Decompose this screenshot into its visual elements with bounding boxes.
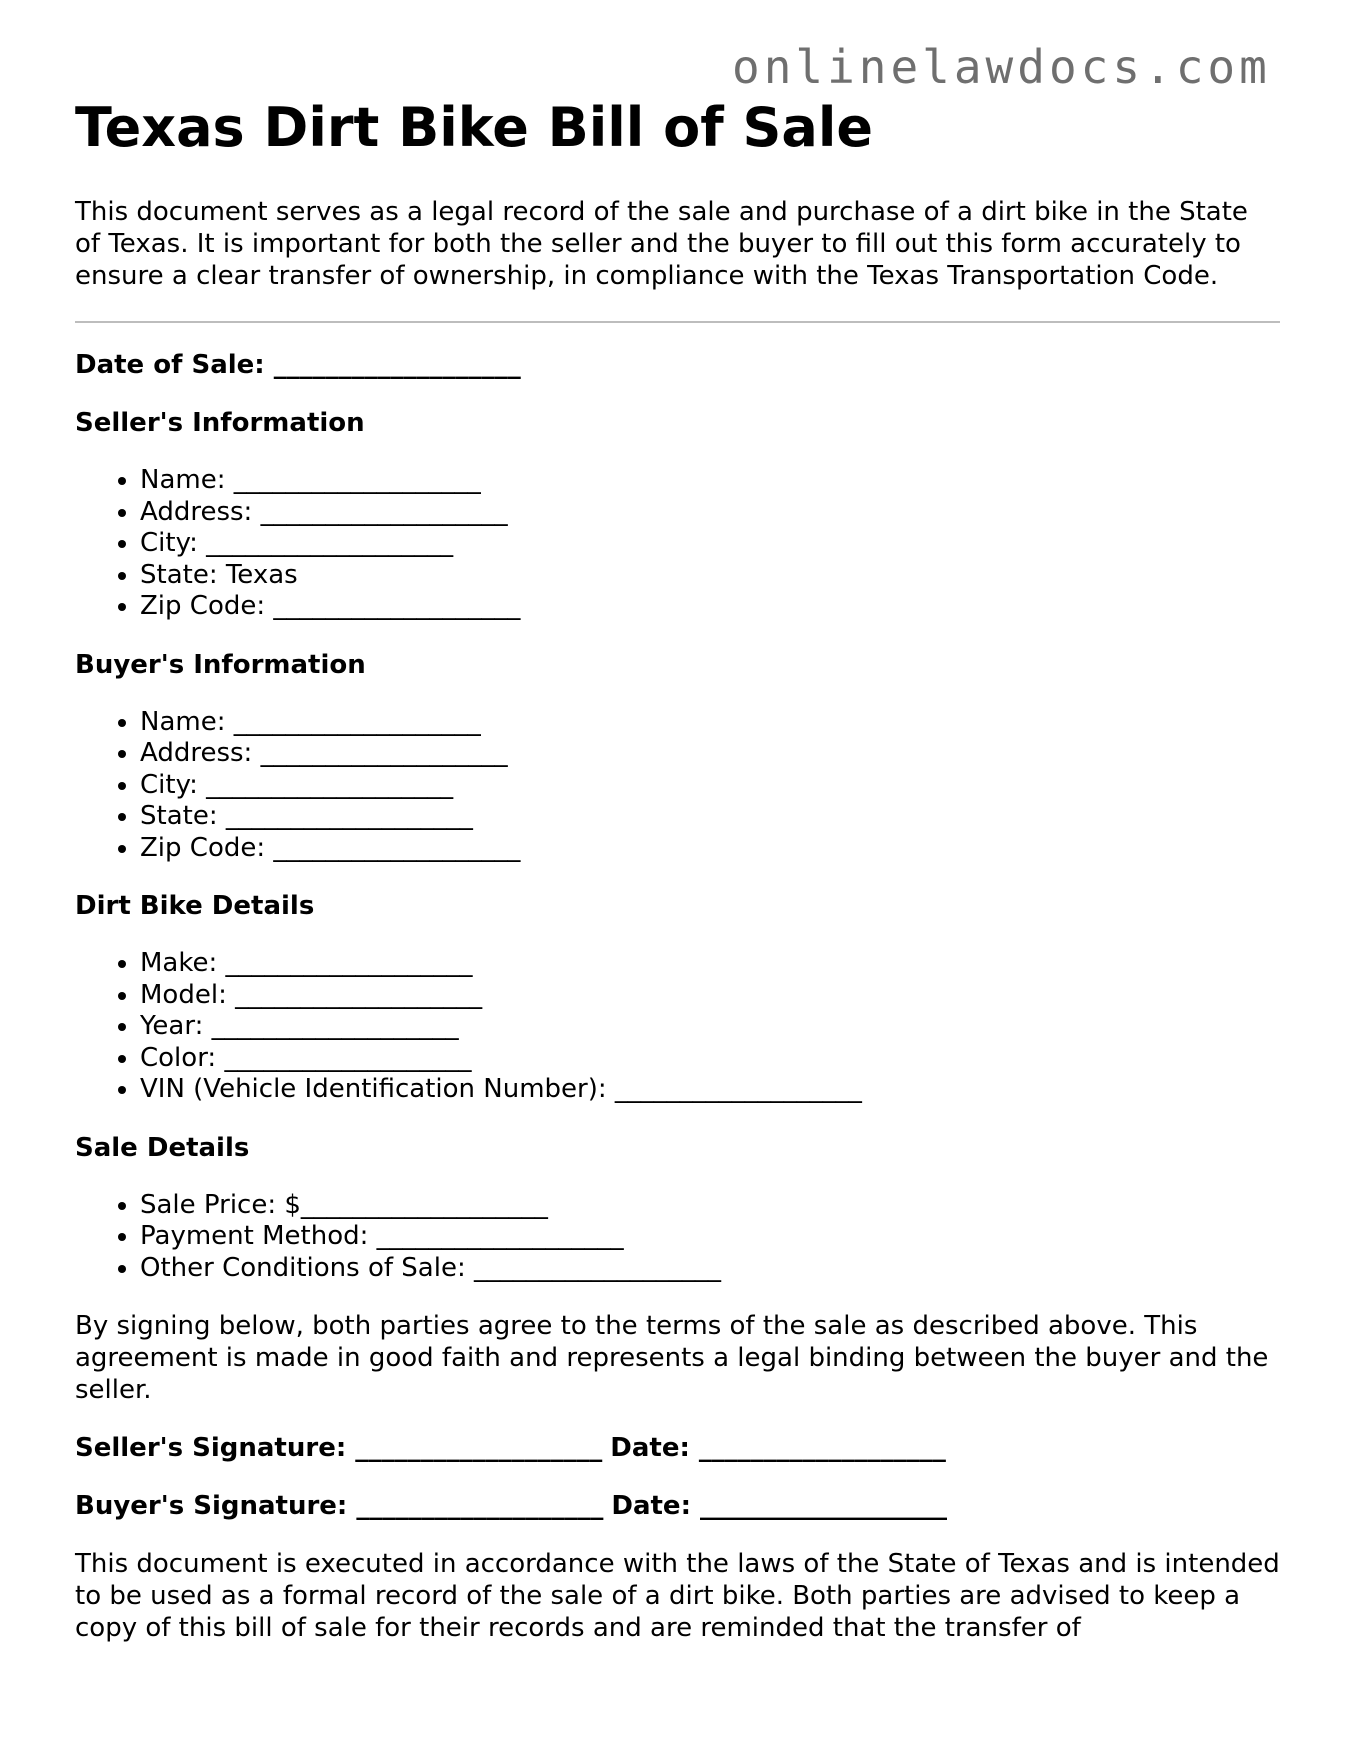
seller-info-heading: Seller's Information <box>75 408 365 438</box>
seller-zip-field[interactable]: • Zip Code: ___________________ <box>140 591 1280 623</box>
seller-state-field: • State: Texas <box>140 560 1280 592</box>
bike-vin-field[interactable]: • VIN (Vehicle Identification Number): ___________________ <box>140 1074 1280 1106</box>
seller-address-field[interactable]: • Address: ___________________ <box>140 497 1280 529</box>
seller-signature-line <box>75 1432 1280 1464</box>
buyer-info-heading: Buyer's Information <box>75 649 366 680</box>
buyer-state-field[interactable]: • State: ___________________ <box>140 801 1280 833</box>
buyer-zip-field[interactable]: • Zip Code: ___________________ <box>140 833 1280 865</box>
final-paragraph: This document is executed in accordance with the laws of the State of Texas and is intended to be used as a formal record of the sale of a dirt bike. Both parties are advised to keep a copy of this bill of sale for their records and are reminded that the transfer of <box>75 1549 1280 1643</box>
date-of-sale-field[interactable]: Date of Sale: ___________________ <box>75 350 521 380</box>
buyer-address-field[interactable]: • Address: ___________________ <box>140 738 1280 770</box>
buyer-city-field[interactable]: • City: ___________________ <box>140 770 1280 802</box>
buyer-signature-field[interactable]: Buyer's Signature: ___________________ <box>75 1491 604 1521</box>
bike-details-list <box>75 948 1280 1106</box>
buyer-signature-line <box>75 1490 1280 1522</box>
document-page <box>75 96 1280 1644</box>
bike-details-heading: Dirt Bike Details <box>75 891 315 921</box>
bike-model-field[interactable]: • Model: ___________________ <box>140 980 1280 1012</box>
seller-info-list <box>75 465 1280 623</box>
bike-year-field[interactable]: • Year: ___________________ <box>140 1011 1280 1043</box>
bike-make-field[interactable]: • Make: ___________________ <box>140 948 1280 980</box>
buyer-name-field[interactable]: • Name: ___________________ <box>140 707 1280 739</box>
seller-name-field[interactable]: • Name: ___________________ <box>140 465 1280 497</box>
closing-paragraph: By signing below, both parties agree to the terms of the sale as described above. This agreement is made in good faith and represents a legal binding between the buyer and the seller. <box>75 1311 1269 1405</box>
seller-city-field[interactable]: • City: ___________________ <box>140 528 1280 560</box>
watermark: onlinelawdocs.com <box>732 40 1271 94</box>
intro-paragraph: This document serves as a legal record of the sale and purchase of a dirt bike in the State of Texas. It is important for both the seller and the buyer to fill out this form accurately to ensure a clear transfer of ownership, in compliance with the Texas Transportation Code. <box>75 197 1248 291</box>
buyer-date-field[interactable]: Date: ___________________ <box>611 1491 948 1521</box>
sale-price-field[interactable]: • Sale Price: $___________________ <box>140 1190 1280 1222</box>
seller-date-field[interactable]: Date: ___________________ <box>610 1433 946 1463</box>
buyer-info-list <box>75 707 1280 865</box>
other-conditions-field[interactable]: • Other Conditions of Sale: ___________________ <box>140 1253 1280 1285</box>
payment-method-field[interactable]: • Payment Method: ___________________ <box>140 1221 1280 1253</box>
bike-color-field[interactable]: • Color: ___________________ <box>140 1043 1280 1075</box>
divider <box>75 321 1280 323</box>
sale-details-heading: Sale Details <box>75 1132 250 1163</box>
page-title: Texas Dirt Bike Bill of Sale <box>75 96 873 159</box>
sale-details-list <box>75 1190 1280 1285</box>
seller-signature-field[interactable]: Seller's Signature: ___________________ <box>75 1433 603 1463</box>
